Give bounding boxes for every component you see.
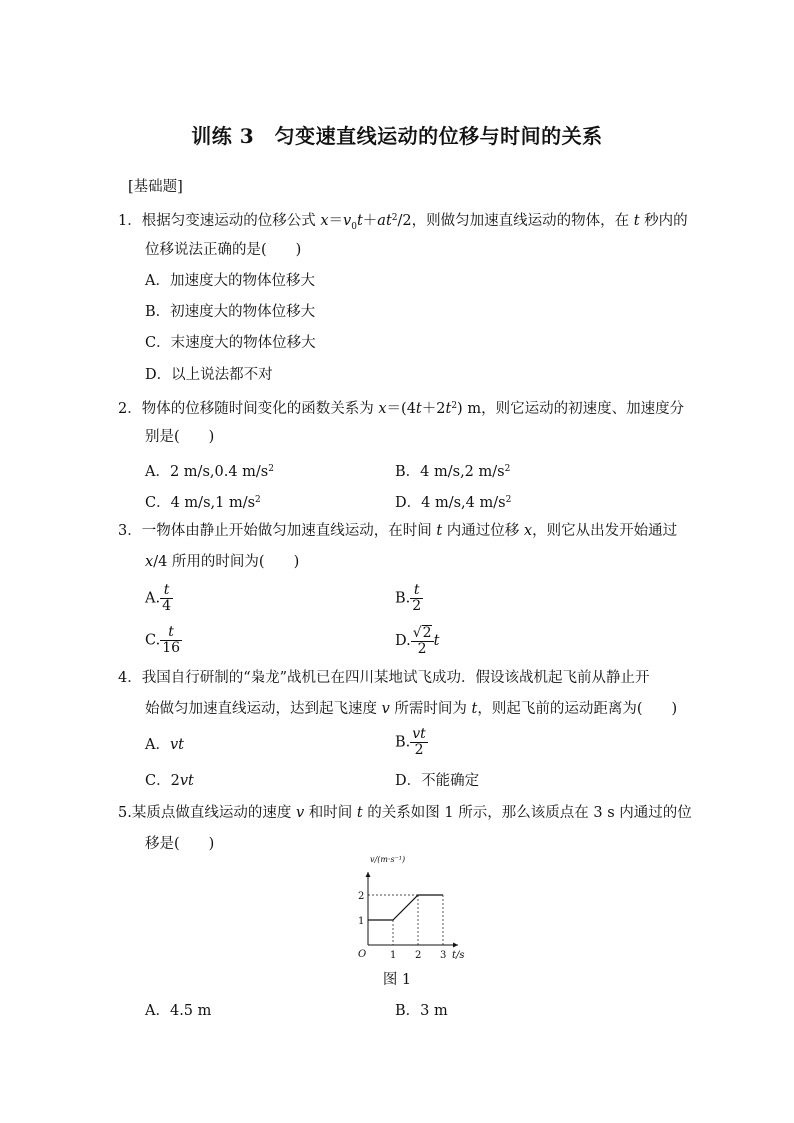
- q5-stem-line2: 移是( ): [145, 836, 215, 852]
- q2-option-d: D．4 m/s,4 $m/s^2$: [395, 495, 512, 511]
- x-tick-label: 1: [390, 950, 397, 961]
- q1-option-a: A．加速度大的物体位移大: [145, 273, 315, 289]
- origin-label: O: [358, 949, 367, 960]
- q2-option-a: A．2 m/s,0.4 $m/s^2$: [145, 464, 274, 480]
- q3-option-a: A. $\frac{t}{4}$: [145, 582, 172, 614]
- x-axis-arrow: [453, 943, 458, 948]
- x-tick-label: 3: [440, 950, 447, 961]
- y-tick-label: 1: [358, 916, 365, 927]
- q3-option-c: C. $\frac{t}{16}$: [145, 624, 181, 656]
- x-axis-label: t/s: [452, 950, 465, 961]
- figure-caption: 图 1: [382, 972, 412, 988]
- q5-option-b: B．3 m: [395, 1003, 448, 1019]
- section-heading: [基础题]: [128, 179, 183, 195]
- q4-option-d: D．不能确定: [395, 773, 480, 789]
- y-tick-label: 2: [358, 891, 365, 902]
- x-tick-label: 2: [415, 950, 422, 961]
- graph-axes: [366, 872, 459, 948]
- q1-option-b: B．初速度大的物体位移大: [145, 304, 316, 320]
- q4-stem-line2: 始做匀加速直线运动，达到起飞速度 v 所需时间为 t，则起飞前的运动距离为( ): [145, 701, 678, 717]
- q3-stem-line2: x/4 所用的时间为( ): [145, 554, 300, 570]
- q3-option-b: B. $\frac{t}{2}$: [395, 582, 422, 614]
- q1-stem-line2: 位移说法正确的是( ): [145, 242, 302, 258]
- q5-option-a: A．4.5 m: [145, 1003, 212, 1019]
- q1-option-d: D．以上说法都不对: [145, 367, 273, 383]
- graph-series: [368, 895, 443, 920]
- q2-stem-line1: 2．物体的位移随时间变化的函数关系为 $x=(4t+2t^2)$ m，则它运动的初速度、加速度分: [118, 401, 685, 417]
- q2-stem-line2: 别是( ): [145, 429, 215, 445]
- y-axis-label: v/(m·s⁻¹): [370, 855, 406, 864]
- q3-stem-line1: 3．一物体由静止开始做匀加速直线运动，在时间 t 内通过位移 x，则它从出发开始通过: [118, 523, 678, 539]
- q5-stem-line1: 5.某质点做直线运动的速度 v 和时间 t 的关系如图 1 所示，那么该质点在 3 s 内通过的位: [118, 805, 692, 821]
- q4-option-c: C．2vt: [145, 773, 194, 789]
- y-axis-arrow: [366, 872, 371, 877]
- q3-option-d: D. $\frac{√2}{2}$ t: [395, 625, 440, 657]
- q1-option-c: C．末速度大的物体位移大: [145, 335, 316, 351]
- q4-stem-line1: 4．我国自行研制的“枭龙”战机已在四川某地试飞成功．假设该战机起飞前从静止开: [118, 670, 650, 686]
- q2-option-c: C．4 m/s,1 $m/s^2$: [145, 495, 261, 511]
- q2-option-b: B．4 m/s,2 $m/s^2$: [395, 464, 511, 480]
- series-line: [368, 895, 443, 920]
- q4-option-b: B. $\frac{vt}{2}$: [395, 726, 426, 758]
- velocity-time-graph: [350, 852, 470, 962]
- q1-stem-line1: 1．根据匀变速运动的位移公式 $x=v_0t+at^2/2$，则做匀加速直线运动的物体，在 t 秒内的: [118, 213, 688, 232]
- q4-option-a: A．vt: [145, 737, 185, 753]
- page-title: 训练 3 匀变速直线运动的位移与时间的关系: [191, 124, 603, 148]
